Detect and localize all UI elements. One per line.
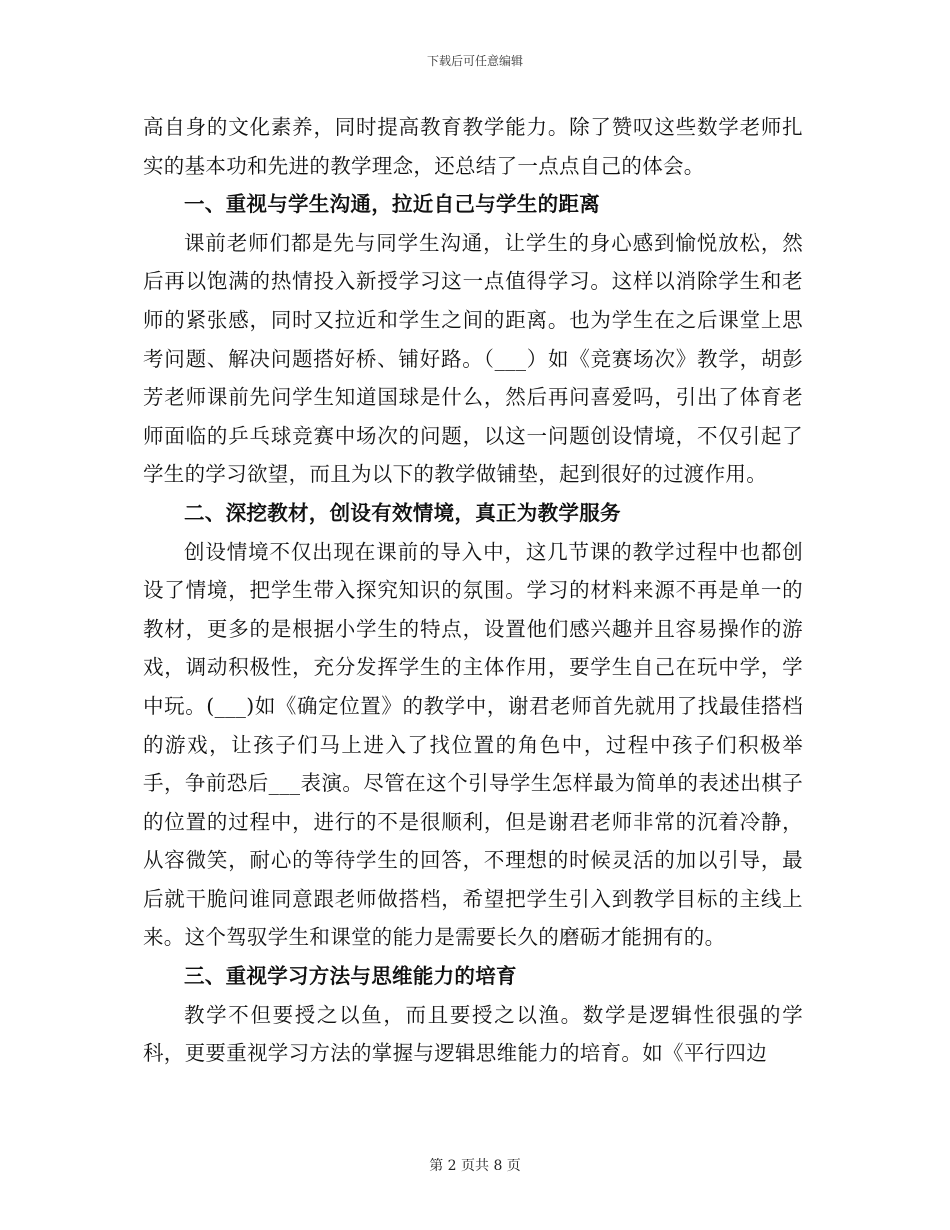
page-header: 下载后可任意编辑 [426, 54, 523, 68]
paragraph-section-1: 课前老师们都是先与同学生沟通，让学生的身心感到愉悦放松，然后再以饱满的热情投入新授学习这一点值得学习。这样以消除学生和老师的紧张感，同时又拉近和学生之间的距离。也为学生在之后课堂上思考问题、解决问题搭好桥、铺好路。（___）如《竞赛场次》教学，胡彭芳老师课前先问学生知道国球是什么，然后再问喜爱吗，引出了体育老师面临的乒乓球竞赛中场次的问题，以这一问题创设情境，不仅引起了学生的学习欲望，而且为以下的教学做铺垫，起到很好的过渡作用。 [143, 230, 803, 487]
paragraph-section-2: 创设情境不仅出现在课前的导入中，这几节课的教学过程中也都创设了情境，把学生带入探究知识的氛围。学习的材料来源不再是单一的教材，更多的是根据小学生的特点，设置他们感兴趣并且容易操作的游戏，调动积极性，充分发挥学生的主体作用，要学生自己在玩中学，学中玩。(___)如《确定位置》的教学中，谢君老师首先就用了找最佳搭档的游戏，让孩子们马上进入了找位置的角色中，过程中孩子们积极举手，争前恐后___表演。尽管在这个引导学生怎样最为简单的表述出棋子的位置的过程中，进行的不是很顺利，但是谢君老师非常的沉着冷静，从容微笑，耐心的等待学生的回答，不理想的时候灵活的加以引导，最后就干脆问谁同意跟老师做搭档，希望把学生引入到教学目标的主线上来。这个驾驭学生和课堂的能力是需要长久的磨砺才能拥有的。 [143, 539, 803, 950]
document-body [143, 108, 803, 1073]
section-heading-2: 二、深挖教材，创设有效情境，真正为教学服务 [184, 500, 621, 525]
paragraph-intro: 高自身的文化素养，同时提高教育教学能力。除了赞叹这些数学老师扎实的基本功和先进的教学理念，还总结了一点点自己的体会。 [143, 115, 803, 178]
paragraph-section-3: 教学不但要授之以鱼，而且要授之以渔。数学是逻辑性很强的学科，更要重视学习方法的掌握与逻辑思维能力的培育。如《平行四边 [143, 1002, 803, 1066]
section-heading-1: 一、重视与学生沟通，拉近自己与学生的距离 [184, 192, 600, 217]
section-heading-3: 三、重视学习方法与思维能力的培育 [184, 964, 517, 989]
page-footer: 第 2 页共 8 页 [429, 1158, 521, 1174]
